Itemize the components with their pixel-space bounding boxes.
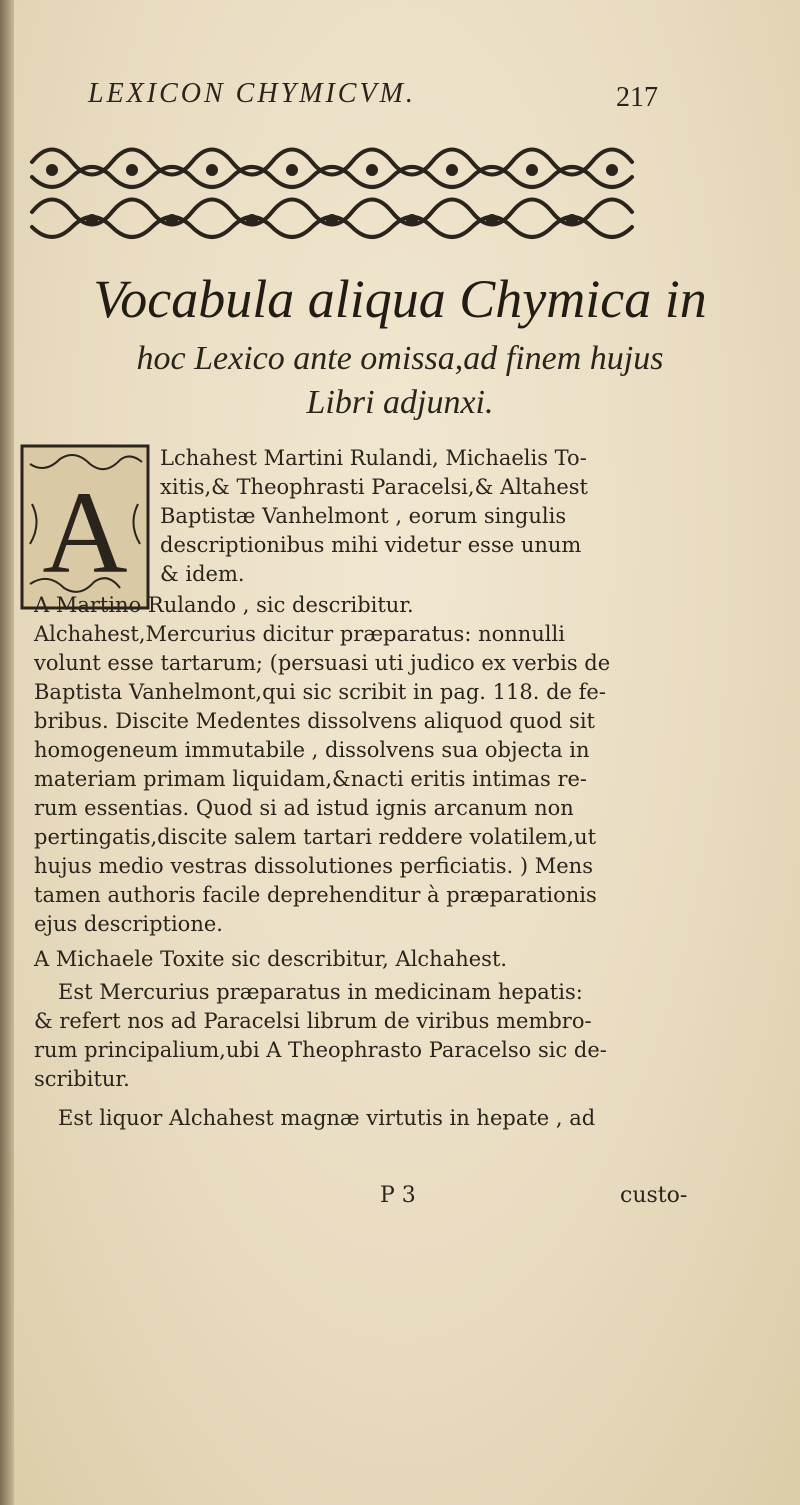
text-line: materiam primam liquidam,&nacti eritis intimas re- — [34, 767, 588, 791]
text-line: rum principalium,ubi A Theophrasto Paracelso sic de- — [34, 1038, 607, 1062]
text-line: Alchahest,Mercurius dicitur præparatus: nonnulli — [34, 622, 565, 646]
text-line: & idem. — [160, 562, 245, 586]
text-line: tamen authoris facile deprehenditur à præparationis — [34, 883, 597, 907]
text-line: A Michaele Toxite sic describitur, Alchahest. — [34, 947, 508, 971]
section-subtitle-line-2: Libri adjunxi. — [306, 384, 494, 421]
running-title: LEXICON CHYMICVM. — [88, 78, 416, 109]
catchword: custo- — [620, 1183, 688, 1208]
page-number: 217 — [616, 82, 658, 113]
page-binding-edge — [0, 0, 14, 1505]
text-line: hujus medio vestras dissolutiones perficiatis. ) Mens — [34, 854, 593, 878]
ornamental-headpiece — [22, 132, 640, 250]
section-title: Vocabula aliqua Chymica in — [93, 269, 707, 329]
text-line: xitis,& Theophrasti Paracelsi,& Altahest — [160, 475, 588, 499]
page-header — [88, 78, 658, 118]
text-line: bribus. Discite Medentes dissolvens aliquod quod sit — [34, 709, 595, 733]
text-line: homogeneum immutabile , dissolvens sua objecta in — [34, 738, 590, 762]
text-line: Baptista Vanhelmont,qui sic scribit in pag. 118. de fe- — [34, 680, 606, 704]
text-line: ejus descriptione. — [34, 912, 223, 936]
text-line: Lchahest Martini Rulandi, Michaelis To- — [160, 446, 587, 470]
text-line: Baptistæ Vanhelmont , eorum singulis — [160, 504, 567, 528]
text-line: & refert nos ad Paracelsi librum de viribus membro- — [34, 1009, 592, 1033]
signature-mark: P 3 — [380, 1183, 416, 1208]
text-line: A Martino Rulando , sic describitur. — [34, 593, 414, 617]
text-line: pertingatis,discite salem tartari reddere volatilem,ut — [34, 825, 597, 849]
headpiece-row-1 — [32, 150, 632, 188]
section-subtitle-line-1: hoc Lexico ante omissa,ad finem hujus — [136, 340, 664, 377]
text-line: rum essentias. Quod si ad istud ignis arcanum non — [34, 796, 574, 820]
text-line: descriptionibus mihi videtur esse unum — [160, 533, 582, 557]
decorated-initial — [20, 444, 150, 610]
text-line: Est liquor Alchahest magnæ virtutis in hepate , ad — [58, 1106, 596, 1130]
text-line: volunt esse tartarum; (persuasi uti judico ex verbis de — [34, 651, 611, 675]
svg-text:A: A — [42, 467, 128, 598]
text-line: scribitur. — [34, 1067, 130, 1091]
text-line: Est Mercurius præparatus in medicinam hepatis: — [58, 980, 583, 1004]
